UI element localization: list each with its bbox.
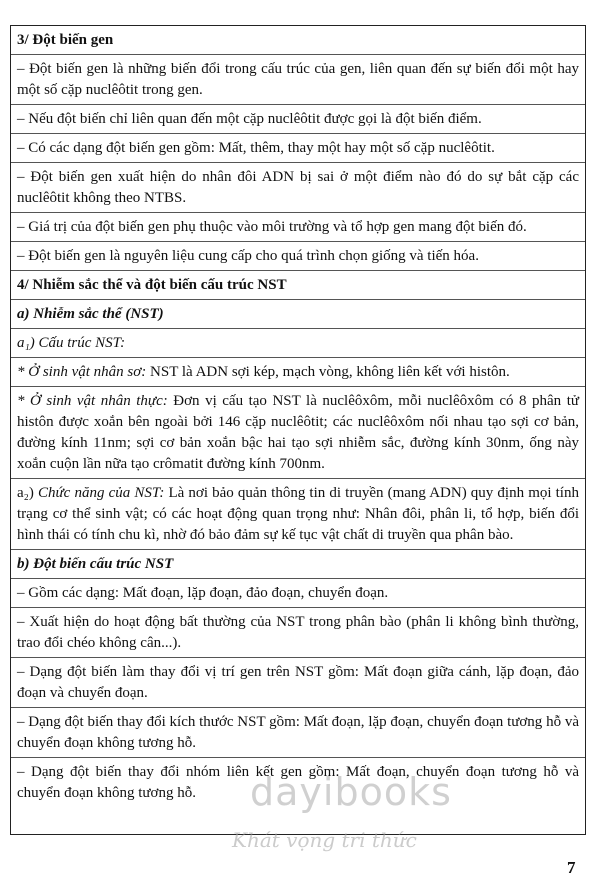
a2-paragraph: [11, 478, 585, 549]
b-item-5: – Dạng đột biến thay đổi nhóm liên kết gen gồm: Mất đoạn, chuyển đoạn tương hỗ và chuyển đoạn không tương hỗ.: [11, 757, 585, 807]
a2-text: Là nơi bảo quản thông tin di truyền (mang ADN) quy định mọi tính trạng cơ thể sinh vật; có các hoạt động quan trọng như: Nhân đôi, phân li, tổ hợp, biến đổi hình thái có tính chu kì, nhờ đó bảo đảm sự kế tục vật chất di truyền qua phân bào.: [17, 485, 579, 543]
b-item-1: – Gồm các dạng: Mất đoạn, lặp đoạn, đảo đoạn, chuyển đoạn.: [11, 578, 585, 607]
prokaryote-text: NST là ADN sợi kép, mạch vòng, không liên kết với histôn.: [146, 364, 510, 380]
content-frame: [10, 25, 586, 835]
eukaryote-paragraph: [11, 386, 585, 478]
sub-a-heading: a) Nhiễm sắc thể (NST): [11, 299, 585, 328]
page-number: 7: [567, 858, 576, 877]
s3-item-6: – Đột biến gen là nguyên liệu cung cấp cho quá trình chọn giống và tiến hóa.: [11, 241, 585, 270]
s3-item-5: – Giá trị của đột biến gen phụ thuộc vào môi trường và tổ hợp gen mang đột biến đó.: [11, 212, 585, 241]
eukaryote-text: Đơn vị cấu tạo NST là nuclêôxôm, mỗi nuclêôxôm có 8 phân tử histôn được xoắn bên ngoài bởi 146 cặp nuclêôtit; các nuclêôxôm nối nhau tạo sợi cơ bản, đường kính 11nm; sợi cơ bản xoắn bậc hai tạo sợi nhiễm sắc, đường kính 30nm, ống này xoắn cuộn lần nữa tạo crômatit đường kính 700nm.: [17, 393, 579, 472]
a1-heading: a₁) Cấu trúc NST:: [11, 328, 585, 357]
b-item-2: – Xuất hiện do hoạt động bất thường của NST trong phân bào (phân li không bình thường, trao đổi chéo không cân...).: [11, 607, 585, 657]
prokaryote-paragraph: [11, 357, 585, 386]
prokaryote-label: * Ở sinh vật nhân sơ:: [17, 364, 147, 380]
s3-item-1: – Đột biến gen là những biến đổi trong cấu trúc của gen, liên quan đến sự biến đổi một hay một số cặp nuclêôtit trong gen.: [11, 54, 585, 104]
b-item-4: – Dạng đột biến thay đổi kích thước NST gồm: Mất đoạn, lặp đoạn, chuyển đoạn tương hỗ và chuyển đoạn không tương hỗ.: [11, 707, 585, 757]
b-item-3: – Dạng đột biến làm thay đổi vị trí gen trên NST gồm: Mất đoạn giữa cánh, lặp đoạn, đảo đoạn và chuyển đoạn.: [11, 657, 585, 707]
s3-item-2: – Nếu đột biến chỉ liên quan đến một cặp nuclêôtit được gọi là đột biến điểm.: [11, 104, 585, 133]
eukaryote-label: * Ở sinh vật nhân thực:: [17, 393, 168, 409]
s3-item-3: – Có các dạng đột biến gen gồm: Mất, thêm, thay một hay một số cặp nuclêôtit.: [11, 133, 585, 162]
watermark-brand: dayibooks: [250, 770, 452, 814]
a2-label: Chức năng của NST:: [38, 485, 165, 501]
section-3-heading: 3/ Đột biến gen: [17, 32, 114, 48]
watermark-tagline: Khát vọng tri thức: [232, 828, 417, 852]
s3-item-4: – Đột biến gen xuất hiện do nhân đôi ADN bị sai ở một điểm nào đó do sự bắt cặp các nuclêôtit không theo NTBS.: [11, 162, 585, 212]
a2-prefix: a₂): [17, 485, 38, 501]
sub-b-heading: b) Đột biến cấu trúc NST: [11, 549, 585, 578]
section-4-heading: 4/ Nhiễm sắc thể và đột biến cấu trúc NST: [11, 270, 585, 299]
